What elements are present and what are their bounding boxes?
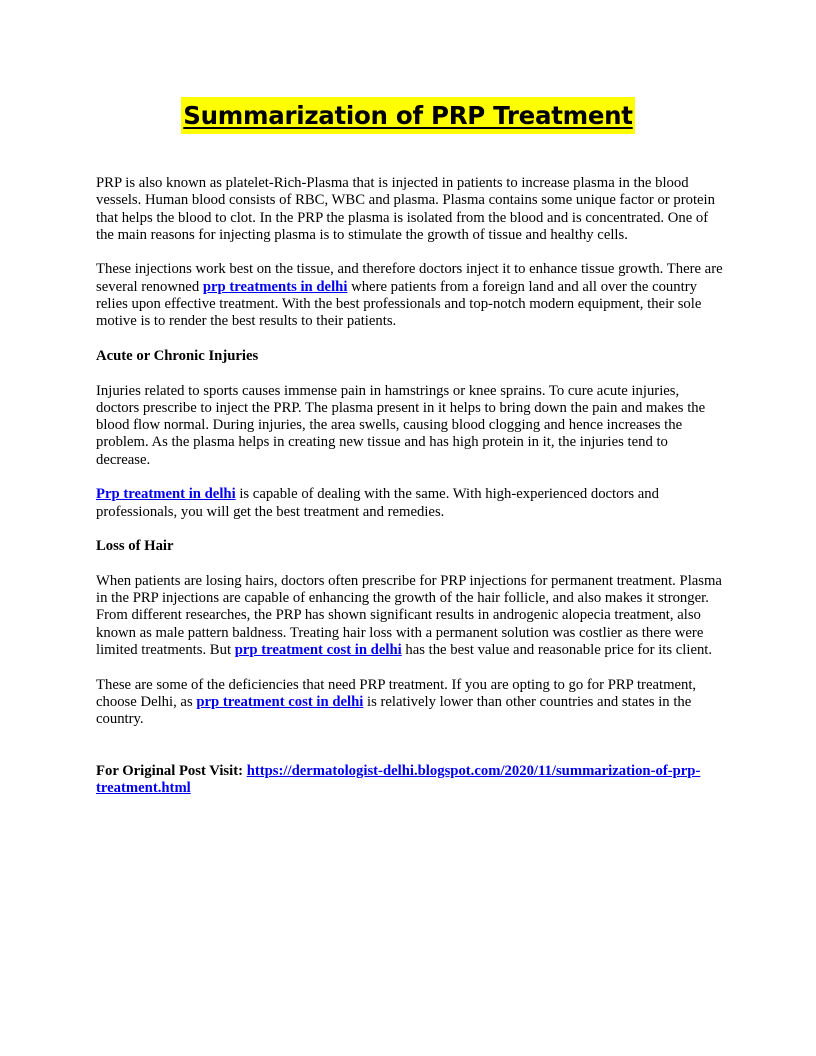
heading-hair-loss: Loss of Hair bbox=[96, 538, 174, 555]
prp-cost-link[interactable]: prp treatment cost in delhi bbox=[234, 642, 402, 659]
paragraph-text: These injections work best on the tissue, and therefore doctors inject it to enhance tissue growth. There are several renowned bbox=[96, 261, 723, 295]
paragraph-deficiencies bbox=[96, 677, 724, 729]
spacer bbox=[96, 746, 724, 763]
paragraph-prp-delhi bbox=[96, 486, 724, 521]
document-body bbox=[96, 175, 724, 815]
intro-paragraph: PRP is also known as platelet-Rich-Plasma that is injected in patients to increase plasma in the blood vessels. Human blood consists of RBC, WBC and plasma. Plasma contains some unique factor or protein that helps the blood to clot. In the PRP the plasma is isolated from the blood and is concentrated. One of the main reasons for injecting plasma is to stimulate the growth of tissue and healthy cells. bbox=[96, 175, 715, 243]
paragraph-text: has the best value and reasonable price for its client. bbox=[401, 642, 713, 659]
paragraph-text: where patients from a foreign land and all over the country relies upon effective treatment. With the best professionals and top-notch modern equipment, their sole motive is to render the best results to their patients. bbox=[96, 278, 702, 330]
prp-treatment-delhi-link[interactable]: Prp treatment in delhi bbox=[96, 486, 236, 503]
paragraph-text: is relatively lower than other countries and states in the country. bbox=[96, 693, 692, 728]
heading-acute-injuries: Acute or Chronic Injuries bbox=[96, 347, 259, 364]
paragraph-injuries: Injuries related to sports causes immense pain in hamstrings or knee sprains. To cure acute injuries, doctors prescribe to inject the PRP. The plasma present in it helps to bring down the pain and makes the blood flow normal. During injuries, the area swells, causing blood clogging and hence increases the problem. As the plasma helps in creating new tissue and has high protein in it, the injuries tend to decrease. bbox=[96, 382, 706, 468]
paragraph-renowned-treatments bbox=[96, 261, 724, 330]
footer-label: For Original Post Visit: bbox=[96, 763, 244, 780]
page-title: Summarization of PRP Treatment bbox=[181, 97, 634, 134]
paragraph-text: These are some of the deficiencies that need PRP treatment. If you are opting to go for PRP treatment, choose Delhi, as bbox=[96, 676, 697, 710]
original-post-link[interactable]: https://dermatologist-delhi.blogspot.com/2020/11/summarization-of-prp-treatment.html bbox=[96, 763, 701, 797]
paragraph-text: is capable of dealing with the same. With high-experienced doctors and professionals, you will get the best treatment and remedies. bbox=[96, 486, 659, 520]
paragraph-hair-loss bbox=[96, 573, 724, 659]
prp-treatments-link[interactable]: prp treatments in delhi bbox=[202, 278, 348, 295]
paragraph-text: When patients are losing hairs, doctors often prescribe for PRP injections for permanent treatment. Plasma in the PRP injections are capable of enhancing the growth of the hair follicle, and also makes it stronger. From different researches, the PRP has shown significant results in androgenic alopecia treatment, also known as male pattern baldness. Treating hair loss with a permanent solution was costlier as there were limited treatments. But bbox=[96, 572, 722, 659]
title-container bbox=[0, 97, 816, 134]
prp-cost-link[interactable]: prp treatment cost in delhi bbox=[196, 693, 364, 710]
footer-original-post bbox=[96, 763, 724, 798]
